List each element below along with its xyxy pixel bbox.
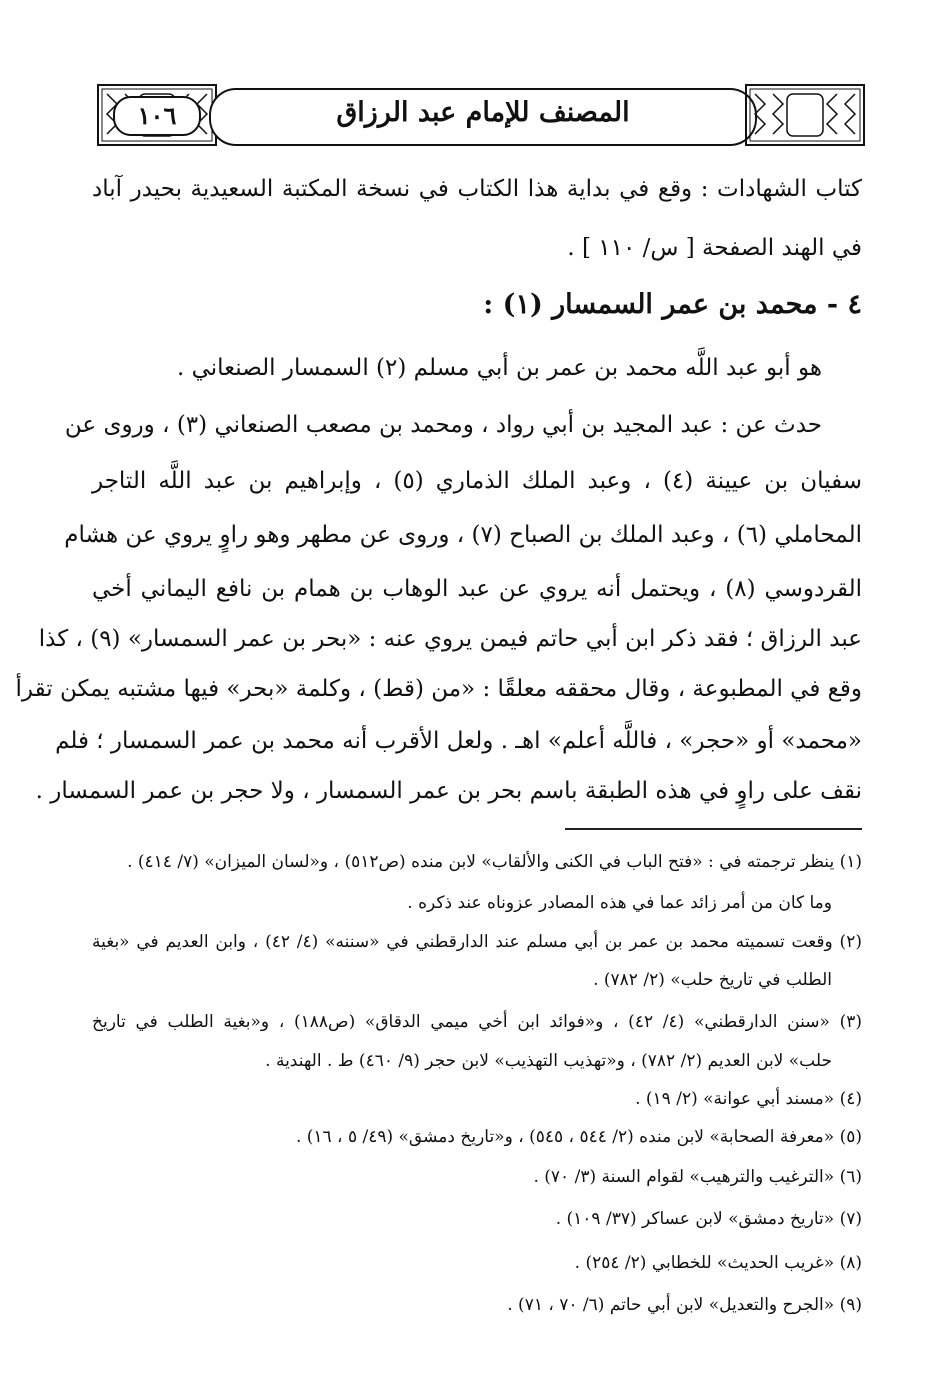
footnote-separator: [565, 828, 862, 830]
footnote: (٣) «سنن الدارقطني» (٤/ ٤٢) ، و«فوائد ابن أخي ميمي الدقاق» (ص١٨٨) ، و«بغية الطلب في تاريخ: [92, 1012, 862, 1032]
footnote: (١) ينظر ترجمته في : «فتح الباب في الكنى والألقاب» لابن منده (ص٥١٢) ، و«لسان الميزان» (٧/ ٤١٤) .: [127, 852, 862, 872]
body-line: عبد الرزاق ؛ فقد ذكر ابن أبي حاتم فيمن يروي عنه : «بحر بن عمر السمسار» (٩) ، كذا: [38, 626, 862, 652]
title-frame: [209, 88, 757, 146]
body-line: هو أبو عبد اللَّه محمد بن عمر بن أبي مسلم (٢) السمسار الصنعاني .: [176, 355, 822, 381]
section-heading: ٤ - محمد بن عمر السمسار (١) :: [483, 289, 862, 320]
footnote: وما كان من أمر زائد عما في هذه المصادر عزوناه عند ذكره .: [407, 893, 832, 913]
footnote: (٥) «معرفة الصحابة» لابن منده (٢/ ٥٤٤ ، ٥٤٥) ، و«تاريخ دمشق» (٤٩/ ٥ ، ١٦) .: [295, 1127, 862, 1147]
footnote: (٧) «تاريخ دمشق» لابن عساكر (٣٧/ ١٠٩) .: [555, 1209, 862, 1229]
body-line: نقف على راوٍ في هذه الطبقة باسم بحر بن عمر السمسار ، ولا حجر بن عمر السمسار .: [35, 778, 862, 804]
footnote: (٤) «مسند أبي عوانة» (٢/ ١٩) .: [635, 1089, 862, 1109]
page-number: ١٠٦: [113, 96, 201, 136]
footnote: حلب» لابن العديم (٢/ ٧٨٢) ، و«تهذيب التهذيب» لابن حجر (٩/ ٤٦٠) ط . الهندية .: [265, 1051, 832, 1071]
body-line: «محمد» أو «حجر» ، فاللَّه أعلم» اهـ . ولعل الأقرب أنه محمد بن عمر السمسار ؛ فلم: [55, 728, 862, 754]
body-line: القردوسي (٨) ، ويحتمل أنه يروي عن عبد الوهاب بن همام بن نافع اليماني أخي: [92, 576, 862, 602]
running-title: المصنف للإمام عبد الرزاق: [336, 97, 630, 128]
body-line: وقع في المطبوعة ، وقال محققه معلقًا : «من (قط) ، وكلمة «بحر» فيها مشتبه يمكن تقرأ: [15, 676, 862, 702]
body-line: حدث عن : عبد المجيد بن أبي رواد ، ومحمد بن مصعب الصنعاني (٣) ، وروى عن: [64, 412, 822, 438]
footnote: (٩) «الجرح والتعديل» لابن أبي حاتم (٦/ ٧٠ ، ٧١) .: [507, 1295, 862, 1315]
body-line: سفيان بن عيينة (٤) ، وعبد الملك الذماري (٥) ، وإبراهيم بن عبد اللَّه التاجر: [92, 468, 862, 494]
ornament-right-icon: [745, 84, 865, 146]
footnote: (٨) «غريب الحديث» للخطابي (٢/ ٢٥٤) .: [574, 1253, 862, 1273]
running-header: [97, 84, 865, 146]
footnote: (٦) «الترغيب والترهيب» لقوام السنة (٣/ ٧٠) .: [533, 1167, 862, 1187]
footnote: الطلب في تاريخ حلب» (٢/ ٧٨٢) .: [593, 970, 832, 990]
body-line: كتاب الشهادات : وقع في بداية هذا الكتاب في نسخة المكتبة السعيدية بحيدر آباد: [92, 176, 862, 202]
body-line: المحاملي (٦) ، وعبد الملك بن الصباح (٧) ، وروى عن مطهر وهو راوٍ يروي عن هشام: [64, 522, 862, 548]
footnote: (٢) وقعت تسميته محمد بن عمر بن أبي مسلم عند الدارقطني في «سننه» (٤/ ٤٢) ، وابن العديم في «بغية: [92, 932, 862, 952]
body-line: في الهند الصفحة [ س/ ١١٠ ] .: [567, 235, 862, 261]
